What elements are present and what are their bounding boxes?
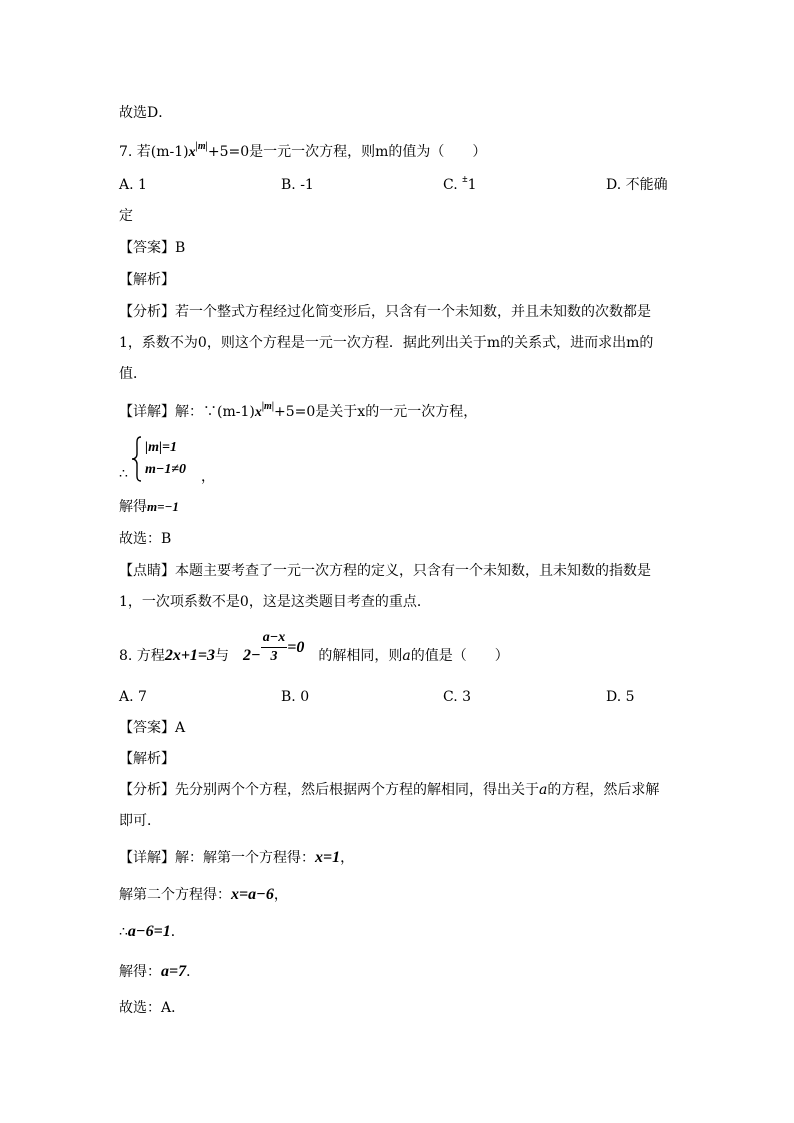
analysis-7-line2: 1，系数不为0，则这个方程是一元一次方程．据此列出关于m的关系式，进而求出m的 [119,335,654,351]
detail-8b-text: 解第二个方程得： [119,887,231,903]
analysis-8-line2: 即可． [119,813,161,829]
detail-8-eq: x=1 [315,849,341,866]
q7-option-d-cont: 定 [119,208,133,224]
detail-8-line2 [119,885,288,905]
detail-7-x: x [254,405,262,420]
q8-text-end: 的值是（ ） [410,648,509,664]
detail-8-line1 [119,848,354,868]
q8-text-mid: 的解相同，则 [318,648,403,664]
answer-7: 【答案】B [119,240,186,256]
q8-text: 8. 方程 [119,648,165,664]
choice-8: 故选：A． [119,1000,186,1016]
q7-option-c-label: C. [443,177,463,193]
detail-8-text: 【详解】解：解第一个方程得： [119,850,315,866]
therefore-8-end: ． [170,924,185,940]
question-7 [119,142,486,164]
q7-option-d: D. 不能确 [606,177,668,193]
result-7-eq: m=−1 [147,499,179,514]
q8-option-c: C. 3 [443,689,472,705]
q7-x: x [188,145,196,160]
q8-equation-1: 2x+1=3 [164,647,216,664]
detail-7-text: 【详解】解：∵(m-1) [119,404,255,420]
result-8-eq: a=7 [161,963,187,980]
q7-option-a: A. 1 [119,177,147,193]
analysis-8-text-end: 的方程，然后求解 [547,782,660,798]
analysis-heading-7: 【解析】 [119,272,175,288]
therefore-8-symbol: ∴ [119,924,128,940]
system-row-1: |m|=1 [145,440,178,455]
fraction-numerator: a−x [261,629,287,648]
detail-7-exponent: |m| [261,401,275,412]
therefore-symbol: ∴ [119,466,128,482]
detail-7 [119,402,477,424]
plus-minus-sign: ± [462,174,468,185]
choice-7: 故选：B [119,531,172,547]
remark-7-line2: 1，一次项系数不是0，这是这类题目考查的重点． [119,594,431,610]
analysis-7-line1: 【分析】若一个整式方程经过化简变形后，只含有一个未知数，并且未知数的次数都是 [119,304,651,320]
analysis-7-line3: 值． [119,366,147,382]
detail-8-comma: ， [340,850,355,866]
q8-option-d: D. 5 [606,689,635,705]
therefore-8-eq: a−6=1 [127,923,171,940]
result-8-end: ． [186,964,201,980]
analysis-8-line1 [119,780,659,800]
q8-option-a: A. 7 [119,689,147,705]
result-7 [119,497,179,517]
q8-equation-2-end: =0 [287,639,305,656]
detail-8b-comma: ， [273,887,288,903]
system-comma: ， [201,469,215,485]
system-row-2: m−1≠0 [145,462,187,477]
result-8-text: 解得： [119,964,161,980]
analysis-8-text: 【分析】先分别两个个方程，然后根据两个方程的解相同，得出关于 [119,782,539,798]
q7-text: 7. 若(m-1) [119,144,189,160]
equation-system [131,436,211,482]
analysis-8-variable: a [539,782,548,798]
q7-text-end: +5=0是一元一次方程，则m的值为（ ） [207,144,487,160]
q8-fraction [261,629,287,666]
result-7-text: 解得 [119,499,147,515]
q7-option-c [443,175,477,197]
left-brace-icon [131,436,143,482]
detail-8b-eq: x=a−6 [231,886,274,903]
q7-exponent: |m| [195,141,208,152]
q8-variable-a: a [402,648,411,664]
text-line: 故选D． [119,105,173,121]
question-8 [119,629,509,678]
q8-equation-2-start: 2− [243,647,261,664]
fraction-denominator: 3 [270,648,278,664]
q7-option-b: B. -1 [281,177,314,193]
q7-option-c-value: 1 [467,177,477,193]
therefore-8 [119,922,185,942]
q8-connector: 与 [215,648,230,664]
q8-option-b: B. 0 [281,689,310,705]
result-8 [119,962,200,982]
detail-7-text-end: +5=0是关于x的一元一次方程， [274,404,478,420]
answer-8: 【答案】A [119,720,186,736]
remark-7-line1: 【点睛】本题主要考查了一元一次方程的定义，只含有一个未知数，且未知数的指数是 [119,563,651,579]
analysis-heading-8: 【解析】 [119,751,175,767]
